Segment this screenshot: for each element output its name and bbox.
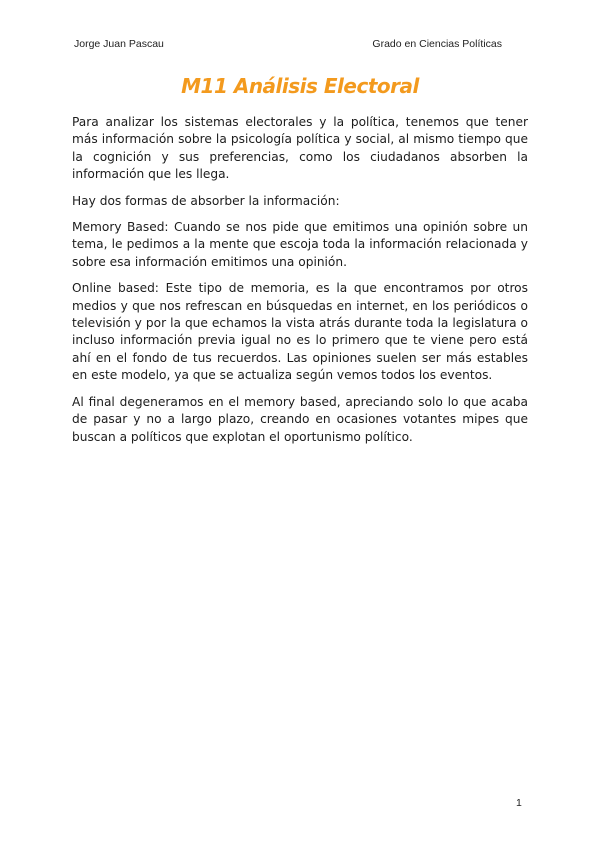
paragraph-online-based: Online based: Este tipo de memoria, es la que encontramos por otros medios y que nos refrescan en búsquedas en internet, en los periódicos o televisión y por la que echamos la vista atrás durante toda la legislatura o incluso información previa igual no es lo primero que te viene pero está ahí en el fondo de tus recuerdos. Las opiniones suelen ser más estables en este modelo, ya que se actualiza según vemos todos los eventos.: [72, 281, 528, 383]
paragraph-intro: Para analizar los sistemas electorales y la política, tenemos que tener más información sobre la psicología política y social, al mismo tiempo que la cognición y sus preferencias, como los ciudadanos absorben la información que les llega.: [72, 115, 528, 182]
page-header: [74, 38, 502, 52]
header-author: Jorge Juan Pascau: [74, 38, 164, 50]
document-title: M11 Análisis Electoral: [181, 74, 419, 98]
document-body: [72, 114, 528, 455]
header-degree: Grado en Ciencias Políticas: [372, 38, 502, 50]
paragraph-memory-based: Memory Based: Cuando se nos pide que emitimos una opinión sobre un tema, le pedimos a la mente que escoja toda la información relacionada y sobre esa información emitimos una opinión.: [72, 220, 528, 269]
page-number: 1: [516, 797, 522, 809]
paragraph-forms: Hay dos formas de absorber la información:: [72, 193, 340, 208]
paragraph-conclusion: Al final degeneramos en el memory based, apreciando solo lo que acaba de pasar y no a largo plazo, creando en ocasiones votantes mipes que buscan a políticos que explotan el oportunismo político.: [72, 394, 528, 444]
